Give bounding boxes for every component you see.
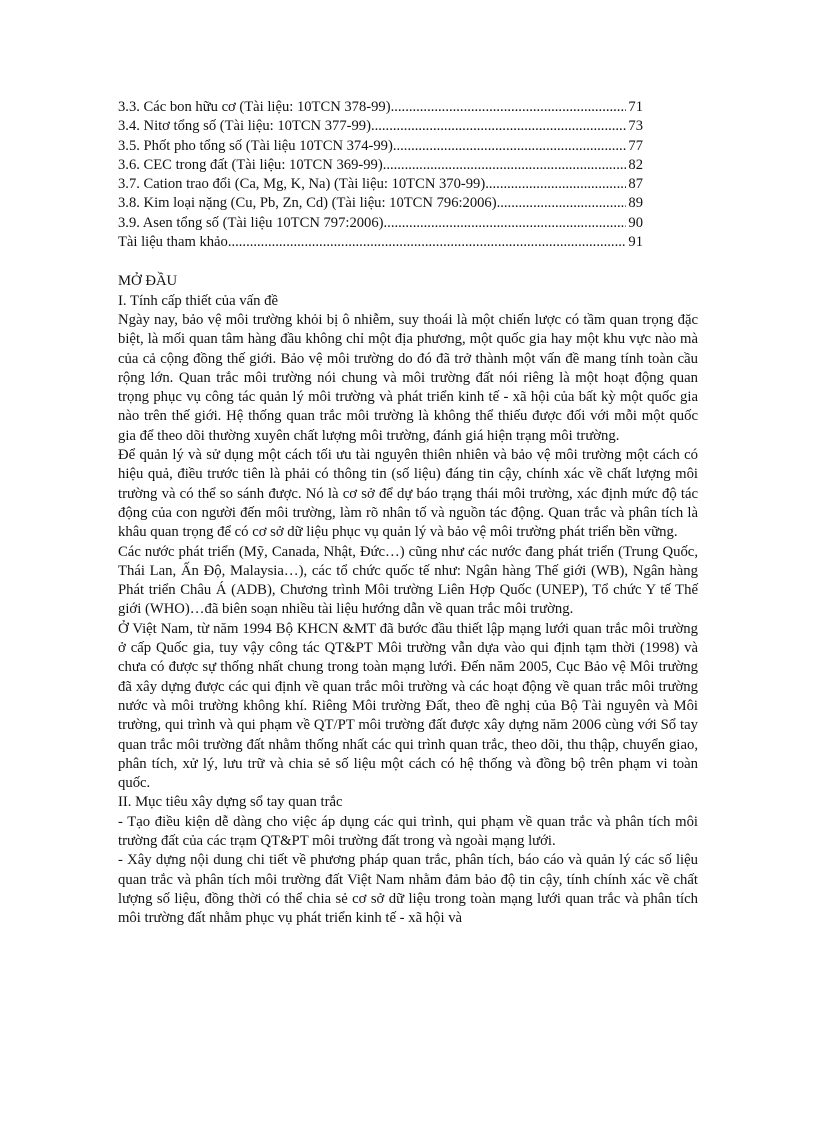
document-page: [118, 98, 698, 928]
paragraph: - Xây dựng nội dung chi tiết về phương pháp quan trắc, phân tích, báo cáo và quản lý các số liệu quan trắc và phân tích môi trường đất Việt Nam nhằm đảm bảo độ tin cậy, tính chính xác về chất lượng số liệu, đồng thời có thể chia sẻ cơ sở dữ liệu trong toàn mạng lưới quan trắc và phân tích môi trường đất nhằm phục vụ phát triển kinh tế - xã hội và: [118, 852, 698, 927]
toc-page-number: 89: [628, 195, 643, 212]
toc-entry[interactable]: 3.8. Kim loại nặng (Cu, Pb, Zn, Cd) (Tài liệu: 10TCN 796:2006) ..... 89: [118, 194, 643, 213]
toc-entry[interactable]: Tài liệu tham khảo ..... 91: [118, 233, 643, 252]
toc-entry[interactable]: 3.6. CEC trong đất (Tài liệu: 10TCN 369-99) ..... 82: [118, 156, 643, 175]
toc-entry[interactable]: 3.7. Cation trao đổi (Ca, Mg, K, Na) (Tài liệu: 10TCN 370-99) ..... 87: [118, 175, 643, 194]
paragraph: Các nước phát triển (Mỹ, Canada, Nhật, Đức…) cũng như các nước đang phát triển (Trung Quốc, Thái Lan, Ấn Độ, Malaysia…), các tổ chức quốc tế như: Ngân hàng Thế giới (WB), Ngân hàng Phát triển Châu Á (ADB), Chương trình Môi trường Liên Hợp Quốc (UNEP), Tổ chức Y tế Thế giới (WHO)…đã biên soạn nhiều tài liệu hướng dẫn về quan trắc môi trường.: [118, 543, 698, 618]
toc-page-number: 77: [628, 137, 643, 154]
section-title: II. Mục tiêu xây dựng sổ tay quan trắc: [118, 794, 343, 811]
paragraph: Để quản lý và sử dụng một cách tối ưu tài nguyên thiên nhiên và bảo vệ môi trường một cách có hiệu quả, điều trước tiên là phải có thông tin (số liệu) đáng tin cậy, chính xác về chất lượng môi trường và có thể so sánh được. Nó là cơ sở để dự báo trạng thái môi trường, xác định mức độ tác động của con người đến môi trường, làm rõ nhân tố và nguồn tác động. Quan trắc và phân tích là khâu quan trọng để có cơ sở dữ liệu phục vụ quản lý và bảo vệ môi trường phát triển bền vững.: [118, 447, 698, 541]
toc-entry[interactable]: 3.4. Nitơ tổng số (Tài liệu: 10TCN 377-99) ..... 73: [118, 117, 643, 136]
toc-page-number: 71: [628, 99, 643, 115]
toc-page-number: 73: [628, 118, 643, 135]
paragraph: Ở Việt Nam, từ năm 1994 Bộ KHCN &MT đã bước đầu thiết lập mạng lưới quan trắc môi trường ở cấp Quốc gia, tuy vậy công tác QT&PT Môi trường vẫn dựa vào qui định tạm thời (1998) và chưa có được sự thống nhất chung trong toàn mạng lưới. Đến năm 2005, Cục Bảo vệ Môi trường đã xây dựng được các qui định về quan trắc môi trường và các hoạt động về quan trắc môi trường nước và môi trường không khí. Riêng Môi trường Đất, theo đề nghị của Bộ Tài nguyên và Môi trường, qui trình và qui phạm về QT/PT môi trường đất được xây dựng năm 2006 cùng với Sổ tay quan trắc môi trường đất nhằm thống nhất các qui trình quan trắc, theo dõi, thu thập, chuyển giao, phân tích, xử lý, lưu trữ và chia sẻ số liệu một cách có hệ thống và đồng bộ trên phạm vi toàn quốc.: [118, 620, 698, 792]
document-body: [118, 272, 698, 928]
paragraph: - Tạo điều kiện dễ dàng cho việc áp dụng các qui trình, qui phạm về quan trắc và phân tích môi trường đất của các trạm QT&PT môi trường đất trong và ngoài mạng lưới.: [118, 813, 698, 849]
toc-page-number: 82: [628, 156, 643, 173]
section-heading: MỞ ĐẦU: [118, 273, 178, 290]
section-title: I. Tính cấp thiết của vấn đề: [118, 292, 279, 309]
toc-entry[interactable]: 3.9. Asen tổng số (Tài liệu 10TCN 797:2006) ..... 90: [118, 214, 643, 233]
toc-entry[interactable]: 3.3. Các bon hữu cơ (Tài liệu: 10TCN 378-99) ..... 71: [118, 98, 643, 117]
toc-page-number: 91: [628, 234, 643, 251]
toc-entry[interactable]: 3.5. Phốt pho tổng số (Tài liệu 10TCN 374-99) ..... 77: [118, 137, 643, 156]
toc-page-number: 87: [628, 176, 643, 193]
table-of-contents: [118, 98, 643, 252]
paragraph: Ngày nay, bảo vệ môi trường khỏi bị ô nhiễm, suy thoái là một chiến lược có tầm quan trọng đặc biệt, là mối quan tâm hàng đầu không chỉ một địa phương, một quốc gia hay một khu vực nào mà của cả cộng đồng thế giới. Bảo vệ môi trường do đó đã trở thành một vấn đề mang tính toàn cầu rộng lớn. Quan trắc môi trường nói chung và môi trường đất nói riêng là một hoạt động quan trọng phục vụ công tác quản lý môi trường và phát triển kinh tế - xã hội của bất kỳ một quốc gia nào trên thế giới. Hệ thống quan trắc môi trường là không thể thiếu được đối với mỗi một quốc gia để theo dõi thường xuyên chất lượng môi trường, đánh giá hiện trạng môi trường.: [118, 311, 698, 444]
toc-page-number: 90: [628, 214, 643, 231]
